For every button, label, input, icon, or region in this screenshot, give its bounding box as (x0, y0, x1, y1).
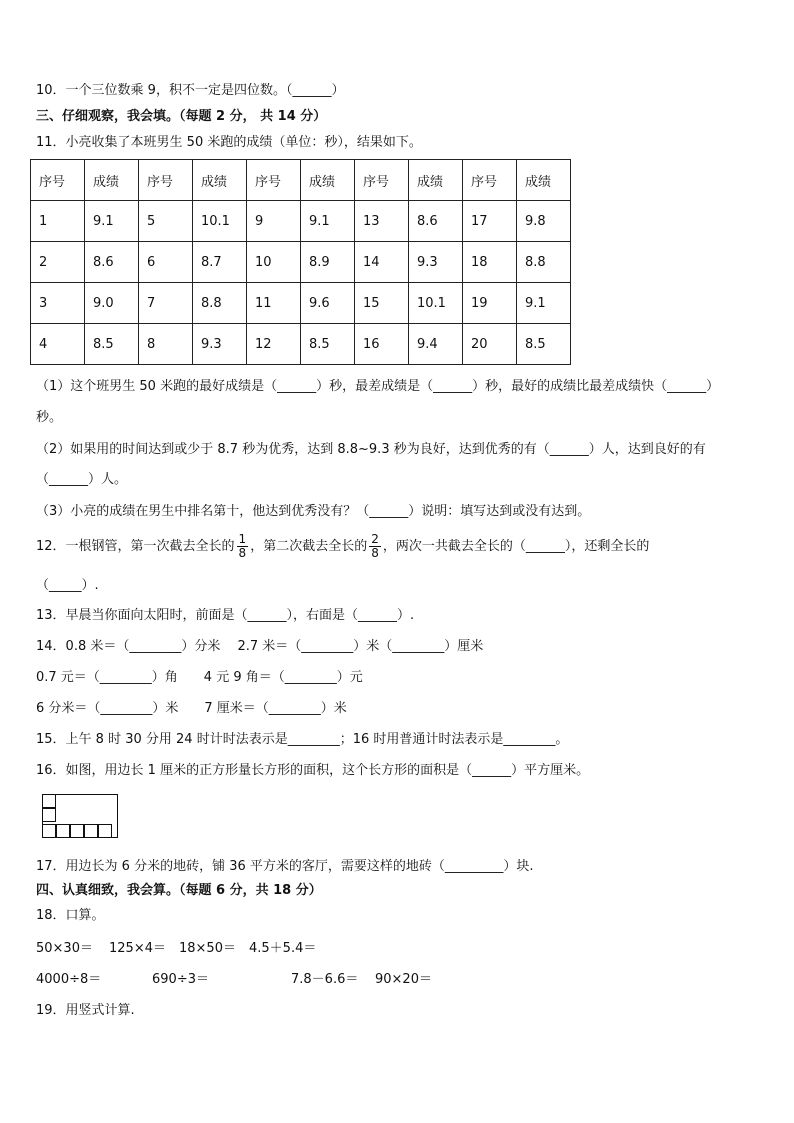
calc-item: 90×20＝ (375, 972, 432, 987)
unit-square (98, 824, 112, 838)
question-14-line-2: 0.7 元＝（________）角 4 元 9 角＝（________）元 (36, 670, 363, 685)
q12-text-1: 12．一根钢管，第一次截去全长的 (36, 539, 235, 554)
table-cell: 9.1 (85, 201, 139, 242)
table-header-cell: 序号 (355, 160, 409, 201)
unit-square (42, 808, 56, 822)
fraction-numerator: 2 (371, 532, 379, 546)
table-cell: 1 (31, 201, 85, 242)
table-cell: 9.6 (301, 283, 355, 324)
question-11-part-3: （3）小亮的成绩在男生中排名第十，他达到优秀没有？（______）说明：填写达到或没有达到。 (36, 504, 591, 519)
table-cell: 8.5 (85, 324, 139, 365)
fraction-denominator: 8 (371, 546, 379, 560)
table-cell: 8.6 (409, 201, 463, 242)
calc-item: 690÷3＝ (152, 972, 209, 987)
rectangle-grid-figure (42, 794, 118, 838)
table-header-cell: 成绩 (517, 160, 571, 201)
unit-square (56, 824, 70, 838)
table-cell: 10.1 (409, 283, 463, 324)
calc-item: 4.5＋5.4＝ (249, 941, 317, 956)
table-row (31, 201, 571, 242)
table-cell: 11 (247, 283, 301, 324)
unit-square (70, 824, 84, 838)
question-12 (36, 530, 649, 564)
table-cell: 2 (31, 242, 85, 283)
q12-text-3: ，两次一共截去全长的（______），还剩全长的 (382, 539, 650, 554)
table-cell: 9.3 (409, 242, 463, 283)
unit-square (84, 824, 98, 838)
table-cell: 12 (247, 324, 301, 365)
table-cell: 8.8 (193, 283, 247, 324)
question-11: 11．小亮收集了本班男生 50 米跑的成绩（单位：秒），结果如下。 (36, 135, 422, 150)
section-4-heading: 四、认真细致，我会算。（每题 6 分，共 18 分） (36, 883, 322, 898)
question-17: 17．用边长为 6 分米的地砖，铺 36 平方米的客厅，需要这样的地砖（_________）块. (36, 859, 534, 874)
calc-row-1 (36, 940, 316, 958)
question-12-cont: （_____）. (36, 578, 99, 593)
table-row (31, 283, 571, 324)
table-header-cell: 成绩 (85, 160, 139, 201)
table-cell: 9.4 (409, 324, 463, 365)
table-header-cell: 成绩 (301, 160, 355, 201)
calc-item: 125×4＝ (109, 941, 166, 956)
unit-square (42, 794, 56, 808)
table-header-cell: 序号 (247, 160, 301, 201)
fraction-two-eighths (369, 533, 381, 560)
table-cell: 8.5 (301, 324, 355, 365)
calc-row-2 (36, 971, 432, 989)
question-14-line-3: 6 分米＝（________）米 7 厘米＝（________）米 (36, 701, 347, 716)
table-cell: 3 (31, 283, 85, 324)
table-cell: 13 (355, 201, 409, 242)
question-16: 16．如图，用边长 1 厘米的正方形量长方形的面积，这个长方形的面积是（______）平方厘米。 (36, 763, 590, 778)
question-11-part-1-cont: 秒。 (36, 410, 63, 425)
fraction-one-eighth (237, 533, 249, 560)
table-header-cell: 序号 (463, 160, 517, 201)
table-cell: 10 (247, 242, 301, 283)
scores-table (30, 159, 571, 365)
calc-item: 18×50＝ (179, 941, 236, 956)
fraction-numerator: 1 (238, 532, 247, 546)
table-cell: 19 (463, 283, 517, 324)
fraction-denominator: 8 (238, 546, 247, 560)
question-11-part-2: （2）如果用的时间达到或少于 8.7 秒为优秀，达到 8.8~9.3 秒为良好，达到优秀的有（______）人，达到良好的有 (36, 442, 706, 457)
question-11-part-2-cont: （______）人。 (36, 472, 128, 487)
table-header-cell: 成绩 (193, 160, 247, 201)
table-cell: 10.1 (193, 201, 247, 242)
table-cell: 9.1 (301, 201, 355, 242)
question-10: 10．一个三位数乘 9，积不一定是四位数。（______） (36, 83, 345, 98)
table-header-cell: 序号 (31, 160, 85, 201)
table-cell: 4 (31, 324, 85, 365)
table-header-cell: 序号 (139, 160, 193, 201)
calc-item: 4000÷8＝ (36, 972, 102, 987)
question-14-line-1: 14．0.8 米＝（________）分米 2.7 米＝（________）米（________）厘米 (36, 639, 484, 654)
table-cell: 14 (355, 242, 409, 283)
table-cell: 9.3 (193, 324, 247, 365)
question-15: 15．上午 8 时 30 分用 24 时计时法表示是________；16 时用普通计时法表示是________。 (36, 732, 569, 747)
table-cell: 15 (355, 283, 409, 324)
table-cell: 5 (139, 201, 193, 242)
calc-item: 50×30＝ (36, 941, 93, 956)
table-cell: 9 (247, 201, 301, 242)
table-cell: 9.8 (517, 201, 571, 242)
table-cell: 6 (139, 242, 193, 283)
section-3-heading: 三、仔细观察，我会填。（每题 2 分， 共 14 分） (36, 109, 327, 124)
question-19: 19．用竖式计算. (36, 1003, 135, 1018)
table-header-cell: 成绩 (409, 160, 463, 201)
table-cell: 18 (463, 242, 517, 283)
table-cell: 8.5 (517, 324, 571, 365)
table-cell: 20 (463, 324, 517, 365)
table-row (31, 242, 571, 283)
unit-square (42, 824, 56, 838)
question-18: 18．口算。 (36, 908, 105, 923)
question-13: 13．早晨当你面向太阳时，前面是（______），右面是（______）. (36, 608, 415, 623)
table-cell: 7 (139, 283, 193, 324)
q12-text-2: ，第二次截去全长的 (250, 539, 368, 554)
table-cell: 8.8 (517, 242, 571, 283)
table-cell: 8.9 (301, 242, 355, 283)
table-cell: 9.0 (85, 283, 139, 324)
table-header-row (31, 160, 571, 201)
question-11-part-1: （1）这个班男生 50 米跑的最好成绩是（______）秒，最差成绩是（______）秒，最好的成绩比最差成绩快（______） (36, 379, 720, 394)
table-cell: 8.6 (85, 242, 139, 283)
table-cell: 16 (355, 324, 409, 365)
table-cell: 9.1 (517, 283, 571, 324)
table-row (31, 324, 571, 365)
table-cell: 8 (139, 324, 193, 365)
table-cell: 17 (463, 201, 517, 242)
calc-item: 7.8－6.6＝ (291, 972, 359, 987)
table-cell: 8.7 (193, 242, 247, 283)
